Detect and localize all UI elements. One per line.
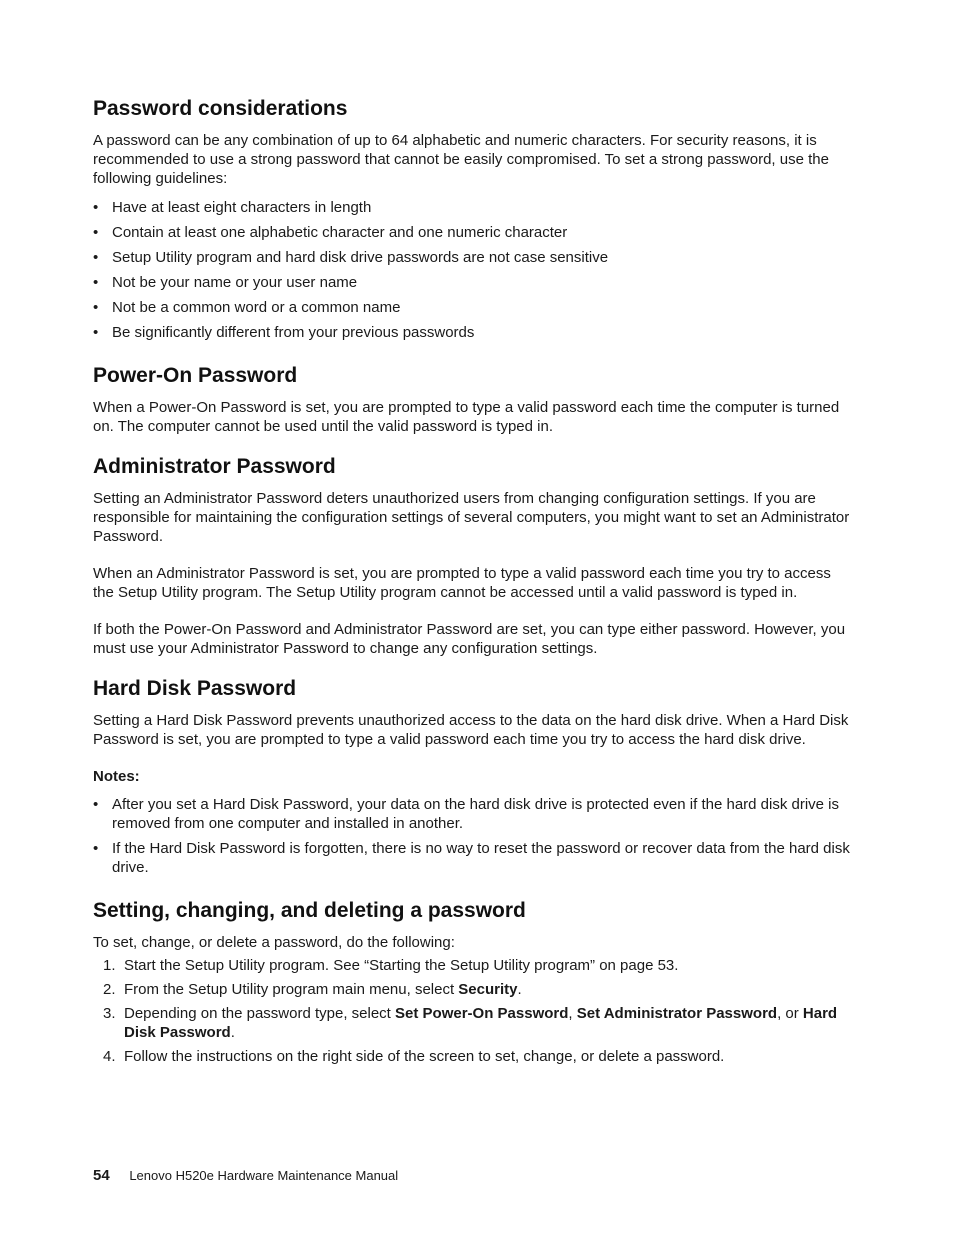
bullet-icon: • xyxy=(93,324,99,341)
list-item: • If the Hard Disk Password is forgotten, there is no way to reset the password or recover data from the hard disk drive. xyxy=(93,840,850,876)
paragraph-admin-3: If both the Power-On Password and Administrator Password are set, you can type either password. However, you must use your Administrator Password to change any configuration settings. xyxy=(93,621,846,657)
guidelines-list xyxy=(93,198,853,342)
list-item xyxy=(93,1047,853,1066)
step-number: 3. xyxy=(103,1005,116,1022)
bullet-icon: • xyxy=(93,796,99,813)
list-item: 2. From the Setup Utility program main menu, select Security. xyxy=(103,981,522,998)
section-password-considerations xyxy=(93,96,853,342)
list-item: • After you set a Hard Disk Password, your data on the hard disk drive is protected even if the hard disk drive is removed from one computer and installed in another. xyxy=(93,796,840,832)
heading-power-on-password: Power-On Password xyxy=(93,364,298,387)
list-item: • Have at least eight characters in length xyxy=(93,199,372,216)
heading-administrator-password: Administrator Password xyxy=(93,455,336,478)
heading-password-considerations: Password considerations xyxy=(93,97,348,120)
paragraph-setting-intro: To set, change, or delete a password, do the following: xyxy=(93,934,455,951)
paragraph-power-on: When a Power-On Password is set, you are prompted to type a valid password each time the computer is turned on. The computer cannot be used until the valid password is typed in. xyxy=(93,399,840,435)
paragraph-admin-2: When an Administrator Password is set, you are prompted to type a valid password each time you try to access the Setup Utility program. The Setup Utility program cannot be accessed until a valid password is typed in. xyxy=(93,565,831,601)
document-page xyxy=(93,96,853,1071)
step-number: 1. xyxy=(103,957,116,974)
paragraph-admin-1: Setting an Administrator Password deters unauthorized users from changing configuration settings. If you are responsible for maintaining the configuration settings of several computers, you might want to set an Administrator Password. xyxy=(93,490,850,545)
list-item: • Not be your name or your user name xyxy=(93,274,358,291)
manual-title: Lenovo H520e Hardware Maintenance Manual xyxy=(129,1168,399,1183)
notes-list xyxy=(93,795,853,877)
heading-hard-disk-password: Hard Disk Password xyxy=(93,677,297,700)
list-item: • Setup Utility program and hard disk drive passwords are not case sensitive xyxy=(93,249,609,266)
bullet-icon: • xyxy=(93,274,99,291)
section-administrator-password xyxy=(93,454,853,658)
page-footer xyxy=(93,1167,398,1185)
list-item: • Contain at least one alphabetic character and one numeric character xyxy=(93,224,568,241)
bullet-icon: • xyxy=(93,299,99,316)
section-hard-disk-password xyxy=(93,676,853,877)
bullet-icon: • xyxy=(93,249,99,266)
bullet-icon: • xyxy=(93,224,99,241)
menu-option-power-on: Set Power-On Password xyxy=(395,1005,569,1022)
paragraph-hard-disk: Setting a Hard Disk Password prevents unauthorized access to the data on the hard disk drive. When a Hard Disk Password is set, you are prompted to type a valid password each time you try to access the hard disk drive. xyxy=(93,712,849,748)
page-number: 54 xyxy=(93,1167,110,1184)
list-item: 3. Depending on the password type, select Set Power-On Password, Set Administrator Password, or Hard Disk Password. xyxy=(103,1005,838,1041)
steps-list xyxy=(93,956,853,1066)
menu-option-admin: Set Administrator Password xyxy=(576,1005,778,1022)
list-item: • Not be a common word or a common name xyxy=(93,299,401,316)
paragraph-password-intro: A password can be any combination of up to 64 alphabetic and numeric characters. For security reasons, it is recommended to use a strong password that cannot be easily compromised. To set a strong password, use the following guidelines: xyxy=(93,132,829,187)
step-text: Follow the instructions on the right side of the screen to set, change, or delete a password. xyxy=(124,1048,725,1065)
bullet-icon: • xyxy=(93,199,99,216)
step-text: Start the Setup Utility program. See “Starting the Setup Utility program” on page 53. xyxy=(124,957,679,974)
bullet-icon: • xyxy=(93,840,99,857)
notes-label: Notes: xyxy=(93,768,140,785)
step-number: 2. xyxy=(103,981,116,998)
list-item: • Be significantly different from your previous passwords xyxy=(93,324,475,341)
section-power-on-password xyxy=(93,363,853,436)
list-item xyxy=(93,956,853,975)
step-number: 4. xyxy=(103,1048,116,1065)
menu-option-hard-disk: Hard Disk Password xyxy=(124,1005,838,1041)
heading-setting-password: Setting, changing, and deleting a password xyxy=(93,899,526,922)
menu-option-security: Security xyxy=(458,981,518,998)
section-setting-password xyxy=(93,898,853,1066)
